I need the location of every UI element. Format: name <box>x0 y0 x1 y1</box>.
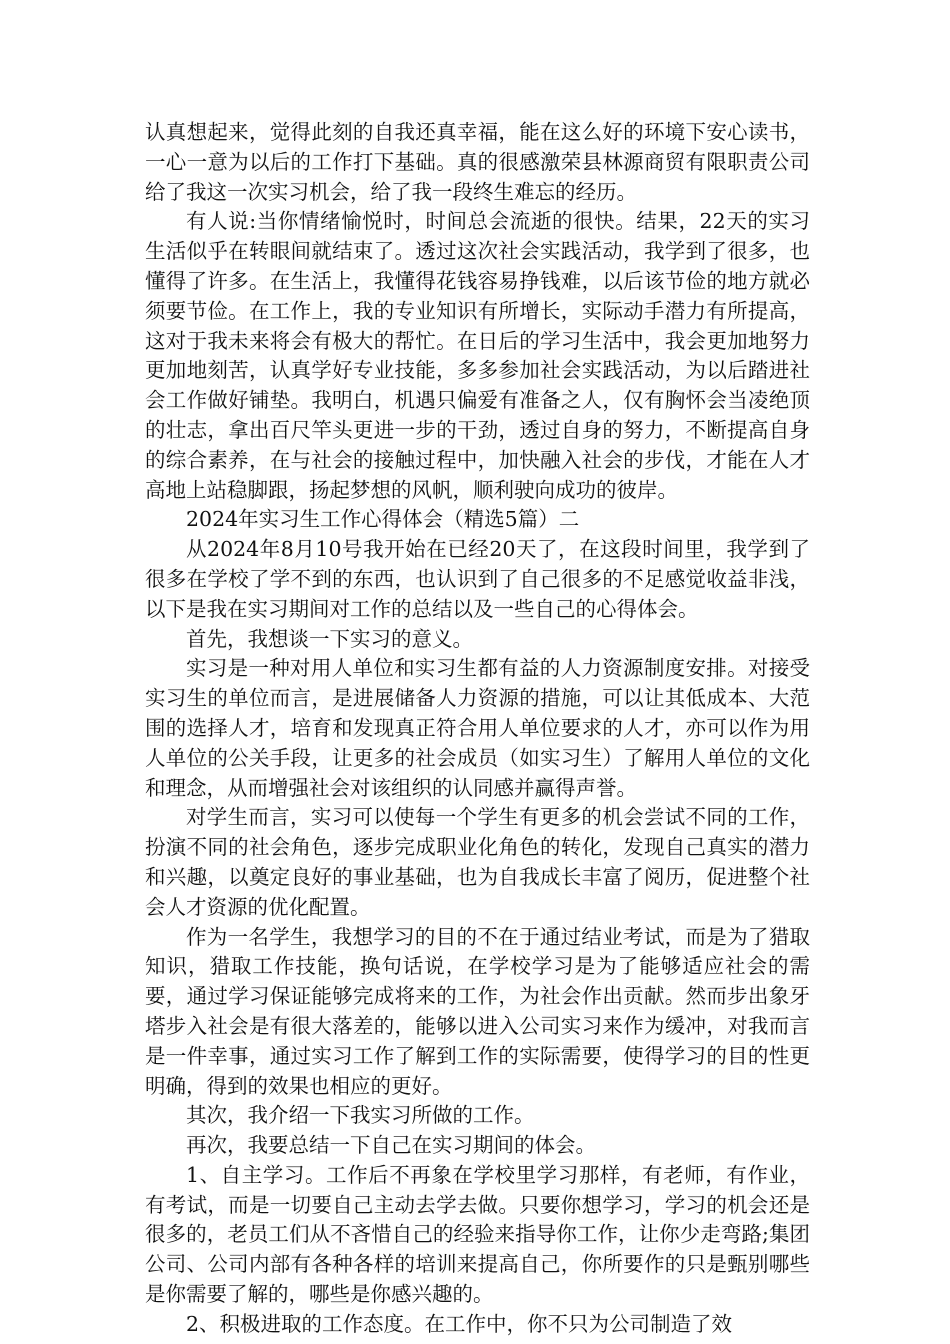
document-body <box>145 118 810 1340</box>
paragraph-self-learning: 1、自主学习。工作后不再象在学校里学习那样，有老师，有作业，有考试，而是一切要自己主动去学去做。只要你想学习，学习的机会还是很多的，老员工们从不吝惜自己的经验来指导你工作，让你少走弯路;集团公司、公司内部有各种各样的培训来提高自己，你所要作的只是甄别哪些是你需要了解的，哪些是你感兴趣的。 <box>145 1162 810 1307</box>
paragraph-summary-heading: 再次，我要总结一下自己在实习期间的体会。 <box>186 1133 596 1158</box>
paragraph-student-benefit: 对学生而言，实习可以使每一个学生有更多的机会尝试不同的工作，扮演不同的社会角色，逐步完成职业化角色的转化，发现自己真实的潜力和兴趣，以奠定良好的事业基础，也为自我成长丰富了阅历，促进整个社会人才资源的优化配置。 <box>145 805 810 919</box>
paragraph-meaning-heading: 首先，我想谈一下实习的意义。 <box>186 626 473 651</box>
paragraph-learning-purpose: 作为一名学生，我想学习的目的不在于通过结业考试，而是为了猎取知识，猎取工作技能，换句话说，在学校学习是为了能够适应社会的需要，通过学习保证能够完成将来的工作，为社会作出贡献。然而步出象牙塔步入社会是有很大落差的，能够以进入公司实习来作为缓冲，对我而言是一件幸事，通过实习工作了解到工作的实际需要，使得学习的目的性更明确，得到的效果也相应的更好。 <box>145 924 810 1098</box>
paragraph-employer-benefit: 实习是一种对用人单位和实习生都有益的人力资源制度安排。对接受实习生的单位而言，是进展储备人力资源的措施，可以让其低成本、大范围的选择人才，培育和发现真正符合用人单位要求的人才，亦可以作为用人单位的公关手段，让更多的社会成员（如实习生）了解用人单位的文化和理念，从而增强社会对该组织的认同感并赢得声誉。 <box>145 656 810 800</box>
paragraph-work-heading: 其次，我介绍一下我实习所做的工作。 <box>186 1103 535 1128</box>
paragraph-intro: 从2024年8月10号我开始在已经20天了，在这段时间里，我学到了很多在学校了学不到的东西，也认识到了自己很多的不足感觉收益非浅，以下是我在实习期间对工作的总结以及一些自己的心得体会。 <box>145 537 810 621</box>
section-heading: 2024年实习生工作心得体会（精选5篇）二 <box>186 507 580 532</box>
paragraph-reflection: 有人说:当你情绪愉悦时，时间总会流逝的很快。结果，22天的实习生活似乎在转眼间就结束了。透过这次社会实践活动，我学到了很多，也懂得了许多。在生活上，我懂得花钱容易挣钱难，以后该节俭的地方就必须要节俭。在工作上，我的专业知识有所增长，实际动手潜力有所提高，这对于我未来将会有极大的帮忙。在日后的学习生活中，我会更加地努力更加地刻苦，认真学好专业技能，多多参加社会实践活动，为以后踏进社会工作做好铺垫。我明白，机遇只偏爱有准备之人，仅有胸怀会当凌绝顶的壮志，拿出百尺竿头更进一步的干劲，透过自身的努力，不断提高自身的综合素养，在与社会的接触过程中，加快融入社会的步伐，才能在人才高地上站稳脚跟，扬起梦想的风帆，顺利驶向成功的彼岸。 <box>145 209 810 502</box>
paragraph-gratitude: 认真想起来，觉得此刻的自我还真幸福，能在这么好的环境下安心读书，一心一意为以后的工作打下基础。真的很感激荣县林源商贸有限职责公司给了我这一次实习机会，给了我一段终生难忘的经历。 <box>145 120 810 204</box>
paragraph-attitude: 2、积极进取的工作态度。在工作中，你不只为公司制造了效 <box>186 1311 733 1336</box>
